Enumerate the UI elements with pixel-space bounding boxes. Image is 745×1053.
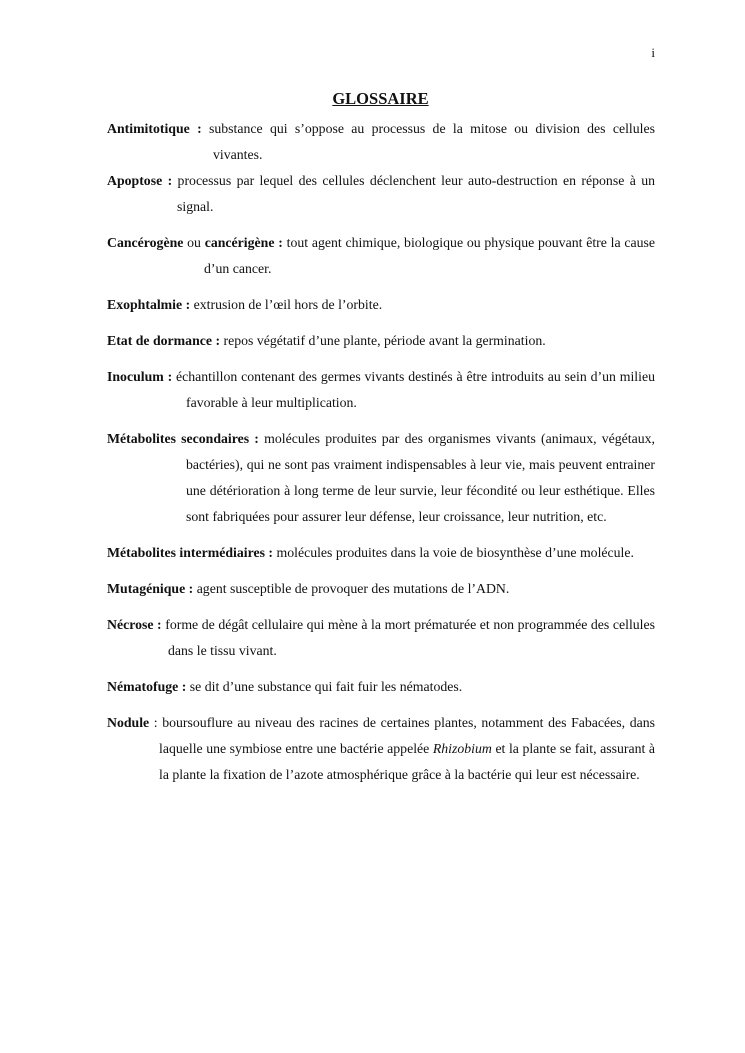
page-title: GLOSSAIRE (332, 89, 429, 108)
glossary-list (107, 116, 655, 788)
glossary-entry-cancerogene (107, 230, 655, 282)
glossary-definition: tout agent chimique, biologique ou physique pouvant être la cause d’un cancer. (204, 235, 656, 276)
glossary-entry-mutagenique (107, 576, 655, 602)
glossary-definition: échantillon contenant des germes vivants destinés à être introduits au sein d’un milieu favorable à leur multiplication. (176, 369, 655, 410)
glossary-entry-inoculum (107, 364, 655, 416)
glossary-definition: boursouflure au niveau des racines de certaines plantes, notamment des Fabacées, dans laquelle une symbiose entre une bactérie appelée (159, 715, 655, 756)
glossary-term-alt: cancérigène : (204, 235, 283, 250)
glossary-separator: : (153, 715, 158, 730)
glossary-definition: forme de dégât cellulaire qui mène à la mort prématurée et non programmée des cellules dans le tissu vivant. (165, 617, 656, 658)
glossary-term: Métabolites intermédiaires : (107, 545, 274, 560)
glossary-joiner: ou (187, 235, 201, 250)
glossary-definition: repos végétatif d’une plante, période avant la germination. (223, 333, 546, 348)
glossary-term: Nématofuge : (107, 679, 187, 694)
glossary-term: Exophtalmie : (107, 297, 191, 312)
glossary-term: Nécrose : (107, 617, 162, 632)
glossary-definition: extrusion de l’œil hors de l’orbite. (193, 297, 383, 312)
glossary-entry-nodule (107, 710, 655, 788)
glossary-term: Antimitotique : (107, 121, 202, 136)
glossary-entry-etat-de-dormance (107, 328, 655, 354)
glossary-definition-continued: et la plante se fait, assurant à la plante la fixation de l’azote atmosphérique grâce à la bactérie qui leur est nécessaire. (159, 741, 656, 782)
glossary-definition: molécules produites dans la voie de biosynthèse d’une molécule. (276, 545, 634, 560)
glossary-entry-nematofuge (107, 674, 655, 700)
glossary-definition: se dit d’une substance qui fait fuir les nématodes. (189, 679, 463, 694)
glossary-term: Apoptose : (107, 173, 173, 188)
glossary-entry-metabolites-intermediaires (107, 540, 655, 566)
glossary-definition: agent susceptible de provoquer des mutations de l’ADN. (196, 581, 510, 596)
glossary-definition: processus par lequel des cellules déclenchent leur auto-destruction en réponse à un signal. (177, 173, 655, 214)
glossary-entry-necrose (107, 612, 655, 664)
page-number: i (651, 45, 655, 60)
glossary-term: Mutagénique : (107, 581, 194, 596)
glossary-entry-exophtalmie (107, 292, 655, 318)
glossary-definition: molécules produites par des organismes vivants (animaux, végétaux, bactéries), qui ne sont pas vraiment indispensables à leur vie, mais peuvent entrainer une détérioration à long terme de leur survie, leur fécondité ou leur esthétique. Elles sont fabriquées pour assurer leur défense, leur croissance, leur nutrition, etc. (186, 431, 655, 524)
glossary-term: Inoculum : (107, 369, 173, 384)
glossary-entry-metabolites-secondaires (107, 426, 655, 530)
glossary-term: Cancérogène (107, 235, 184, 250)
glossary-term: Métabolites secondaires : (107, 431, 259, 446)
glossary-term: Etat de dormance : (107, 333, 221, 348)
glossary-entry-antimitotique (107, 116, 655, 168)
glossary-definition: substance qui s’oppose au processus de la mitose ou division des cellules vivantes. (209, 121, 655, 162)
glossary-italic-term: Rhizobium (432, 741, 492, 756)
glossary-term: Nodule (107, 715, 150, 730)
glossary-entry-apoptose (107, 168, 655, 220)
